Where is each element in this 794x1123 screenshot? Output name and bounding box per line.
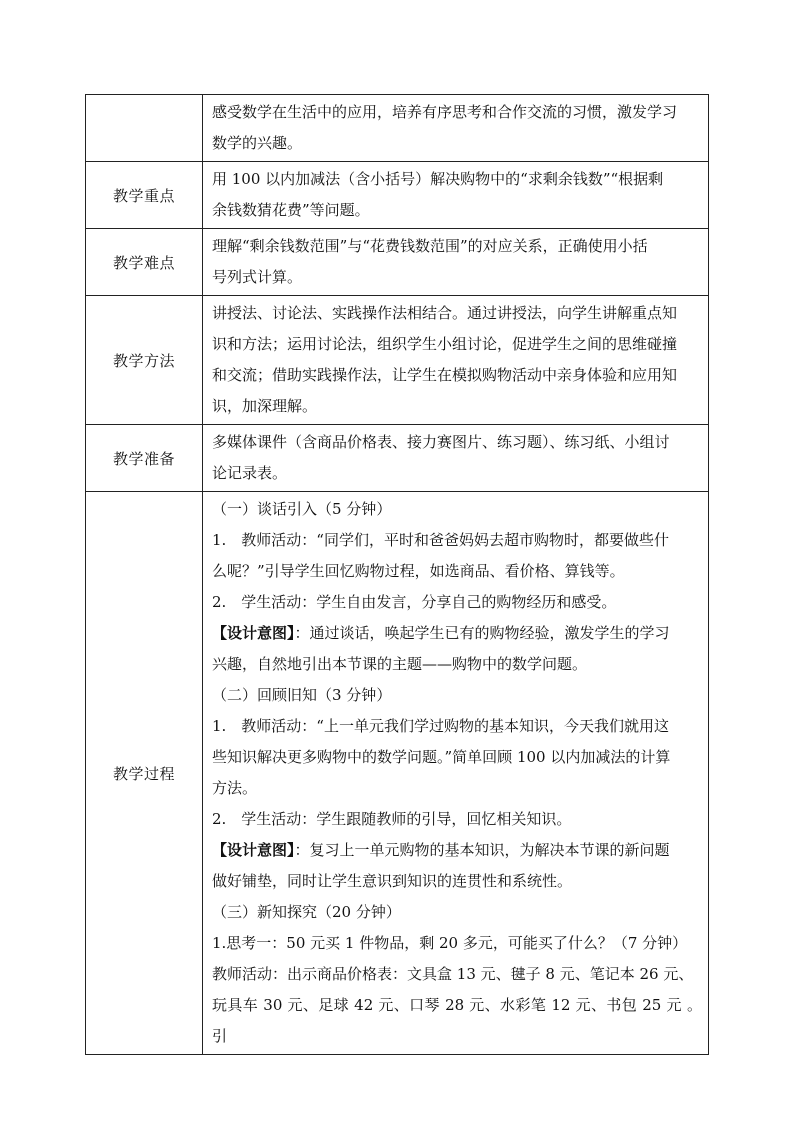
text-line: 论记录表。	[212, 464, 288, 482]
text-line: 玩具车 30 元、足球 42 元、口琴 28 元、水彩笔 12 元、书包 25 元 。引	[212, 996, 702, 1045]
text-line: 方法。	[212, 779, 258, 797]
row-content-process	[203, 492, 709, 1055]
text-line: 和交流；借助实践操作法，让学生在模拟购物活动中亲身体验和应用知	[212, 366, 678, 384]
text-line: 识，加深理解。	[212, 397, 318, 415]
text-line: 理解“剩余钱数范围”与“花费钱数范围”的对应关系，正确使用小括	[212, 237, 648, 255]
text-line: 1.思考一：50 元买 1 件物品，剩 20 多元，可能买了什么？（7 分钟）	[212, 934, 688, 952]
row-label	[86, 95, 203, 162]
text-line: 识和方法；运用讨论法，组织学生小组讨论，促进学生之间的思维碰撞	[212, 335, 678, 353]
text-line: 多媒体课件（含商品价格表、接力赛图片、练习题）、练习纸、小组讨	[212, 433, 670, 451]
row-content	[203, 425, 709, 492]
text-line: （一）谈话引入（5 分钟）	[212, 500, 392, 518]
text-line: 兴趣，自然地引出本节课的主题——购物中的数学问题。	[212, 655, 588, 673]
table-row	[86, 425, 709, 492]
row-content	[203, 229, 709, 296]
text-line: 号列式计算。	[212, 268, 303, 286]
text-line: 【设计意图】：复习上一单元购物的基本知识，为解决本节课的新问题	[212, 841, 670, 859]
text-line: 数学的兴趣。	[212, 134, 303, 152]
row-label-teaching-difficulty: 教学难点	[86, 229, 203, 296]
text-line: 1. 教师活动：“上一单元我们学过购物的基本知识，今天我们就用这	[212, 717, 669, 735]
text-line: （二）回顾旧知（3 分钟）	[212, 686, 392, 704]
table-row	[86, 296, 709, 425]
row-label-teaching-method: 教学方法	[86, 296, 203, 425]
text-line: 2. 学生活动：学生自由发言，分享自己的购物经历和感受。	[212, 593, 617, 611]
table-row	[86, 95, 709, 162]
text-line: 余钱数猜花费”等问题。	[212, 201, 370, 219]
text-line: 讲授法、讨论法、实践操作法相结合。通过讲授法，向学生讲解重点知	[212, 304, 678, 322]
text-line: 教师活动：出示商品价格表：文具盒 13 元、毽子 8 元、笔记本 26 元、	[212, 965, 694, 983]
table-row	[86, 492, 709, 1055]
text-line: 用 100 以内加减法（含小括号）解决购物中的“求剩余钱数”“根据剩	[212, 170, 664, 188]
text-line: 感受数学在生活中的应用，培养有序思考和合作交流的习惯，激发学习	[212, 103, 678, 121]
row-label-teaching-focus: 教学重点	[86, 162, 203, 229]
row-content	[203, 95, 709, 162]
row-content	[203, 296, 709, 425]
row-content	[203, 162, 709, 229]
text-line: 1. 教师活动：“同学们，平时和爸爸妈妈去超市购物时，都要做些什	[212, 531, 669, 549]
row-label-teaching-process: 教学过程	[86, 492, 203, 1055]
text-line: （三）新知探究（20 分钟）	[212, 903, 401, 921]
table-row	[86, 162, 709, 229]
text-line: 2. 学生活动：学生跟随教师的引导，回忆相关知识。	[212, 810, 572, 828]
text-line: 做好铺垫，同时让学生意识到知识的连贯性和系统性。	[212, 872, 573, 890]
lesson-plan-table	[85, 94, 709, 1055]
text-line: 【设计意图】：通过谈话，唤起学生已有的购物经验，激发学生的学习	[212, 624, 670, 642]
table-row	[86, 229, 709, 296]
text-line: 么呢？”引导学生回忆购物过程，如选商品、看价格、算钱等。	[212, 562, 625, 580]
row-label-teaching-preparation: 教学准备	[86, 425, 203, 492]
text-line: 些知识解决更多购物中的数学问题。”简单回顾 100 以内加减法的计算	[212, 748, 671, 766]
